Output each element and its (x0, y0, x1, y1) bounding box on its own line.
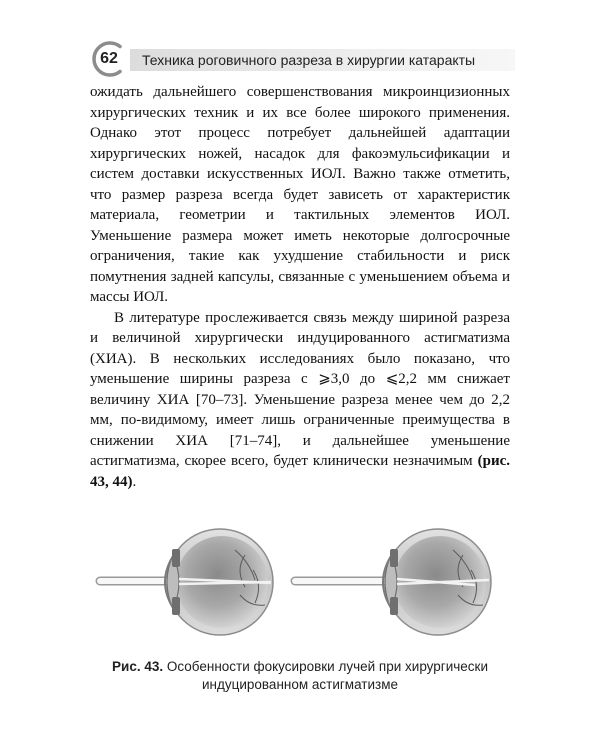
paragraph-2 (90, 308, 510, 493)
page-number-badge (90, 40, 128, 78)
figure-43 (95, 525, 505, 640)
page-number: 62 (100, 50, 118, 67)
figure-caption (60, 658, 540, 694)
iris-bottom-right (390, 597, 398, 615)
paragraph-1: ожидать дальнейшего совершенствования микроинцизионных хирургических техник и их все более широкого применения. Однако этот процесс потребует дальнейшей адаптации хирургических ножей, насадок для факоэмульсификации и систем доставки искусственных ИОЛ. Важно также отметить, что размер разреза всегда будет зависеть от характеристик материала, геометрии и тактильных элементов ИОЛ. Уменьшение размера может иметь некоторые долгосрочные ограничения, такие как ухудшение стабильности и риск помутнения задней капсулы, связанные с уменьшением объема и массы ИОЛ. (90, 84, 510, 305)
figure-caption-text: Особенности фокусировки лучей при хирургически индуцированном астигматизме (163, 659, 488, 692)
figure-reference: (рис. 43, 44) (90, 453, 510, 490)
eye-right (295, 529, 491, 635)
body-text (90, 82, 510, 492)
paragraph-2-text: В литературе прослеживается связь между шириной разреза и величиной хирургически индуцированного астигматизма (ХИА). В нескольких исследованиях было показано, что уменьшение ширины разреза с ⩾3,0 до ⩽2,2 мм снижает величину ХИА [70–73]. Уменьшение разреза менее чем до 2,2 мм, по-видимому, имеет лишь ограниченные преимущества в снижении ХИА [71–74], и дальнейшее уменьшение астигматизма, скорее всего, будет клинически незначимым (90, 309, 510, 469)
iris-top-right (390, 549, 398, 567)
figure-caption-label: Рис. 43. (112, 659, 164, 674)
eye-illustrations (95, 525, 505, 640)
running-title: Техника роговичного разреза в хирургии катаракты (142, 52, 476, 68)
paragraph-2-end: . (132, 473, 137, 490)
iris-top-left (172, 549, 180, 567)
running-header (90, 40, 515, 78)
eye-left (100, 529, 273, 635)
iris-bottom-left (172, 597, 180, 615)
